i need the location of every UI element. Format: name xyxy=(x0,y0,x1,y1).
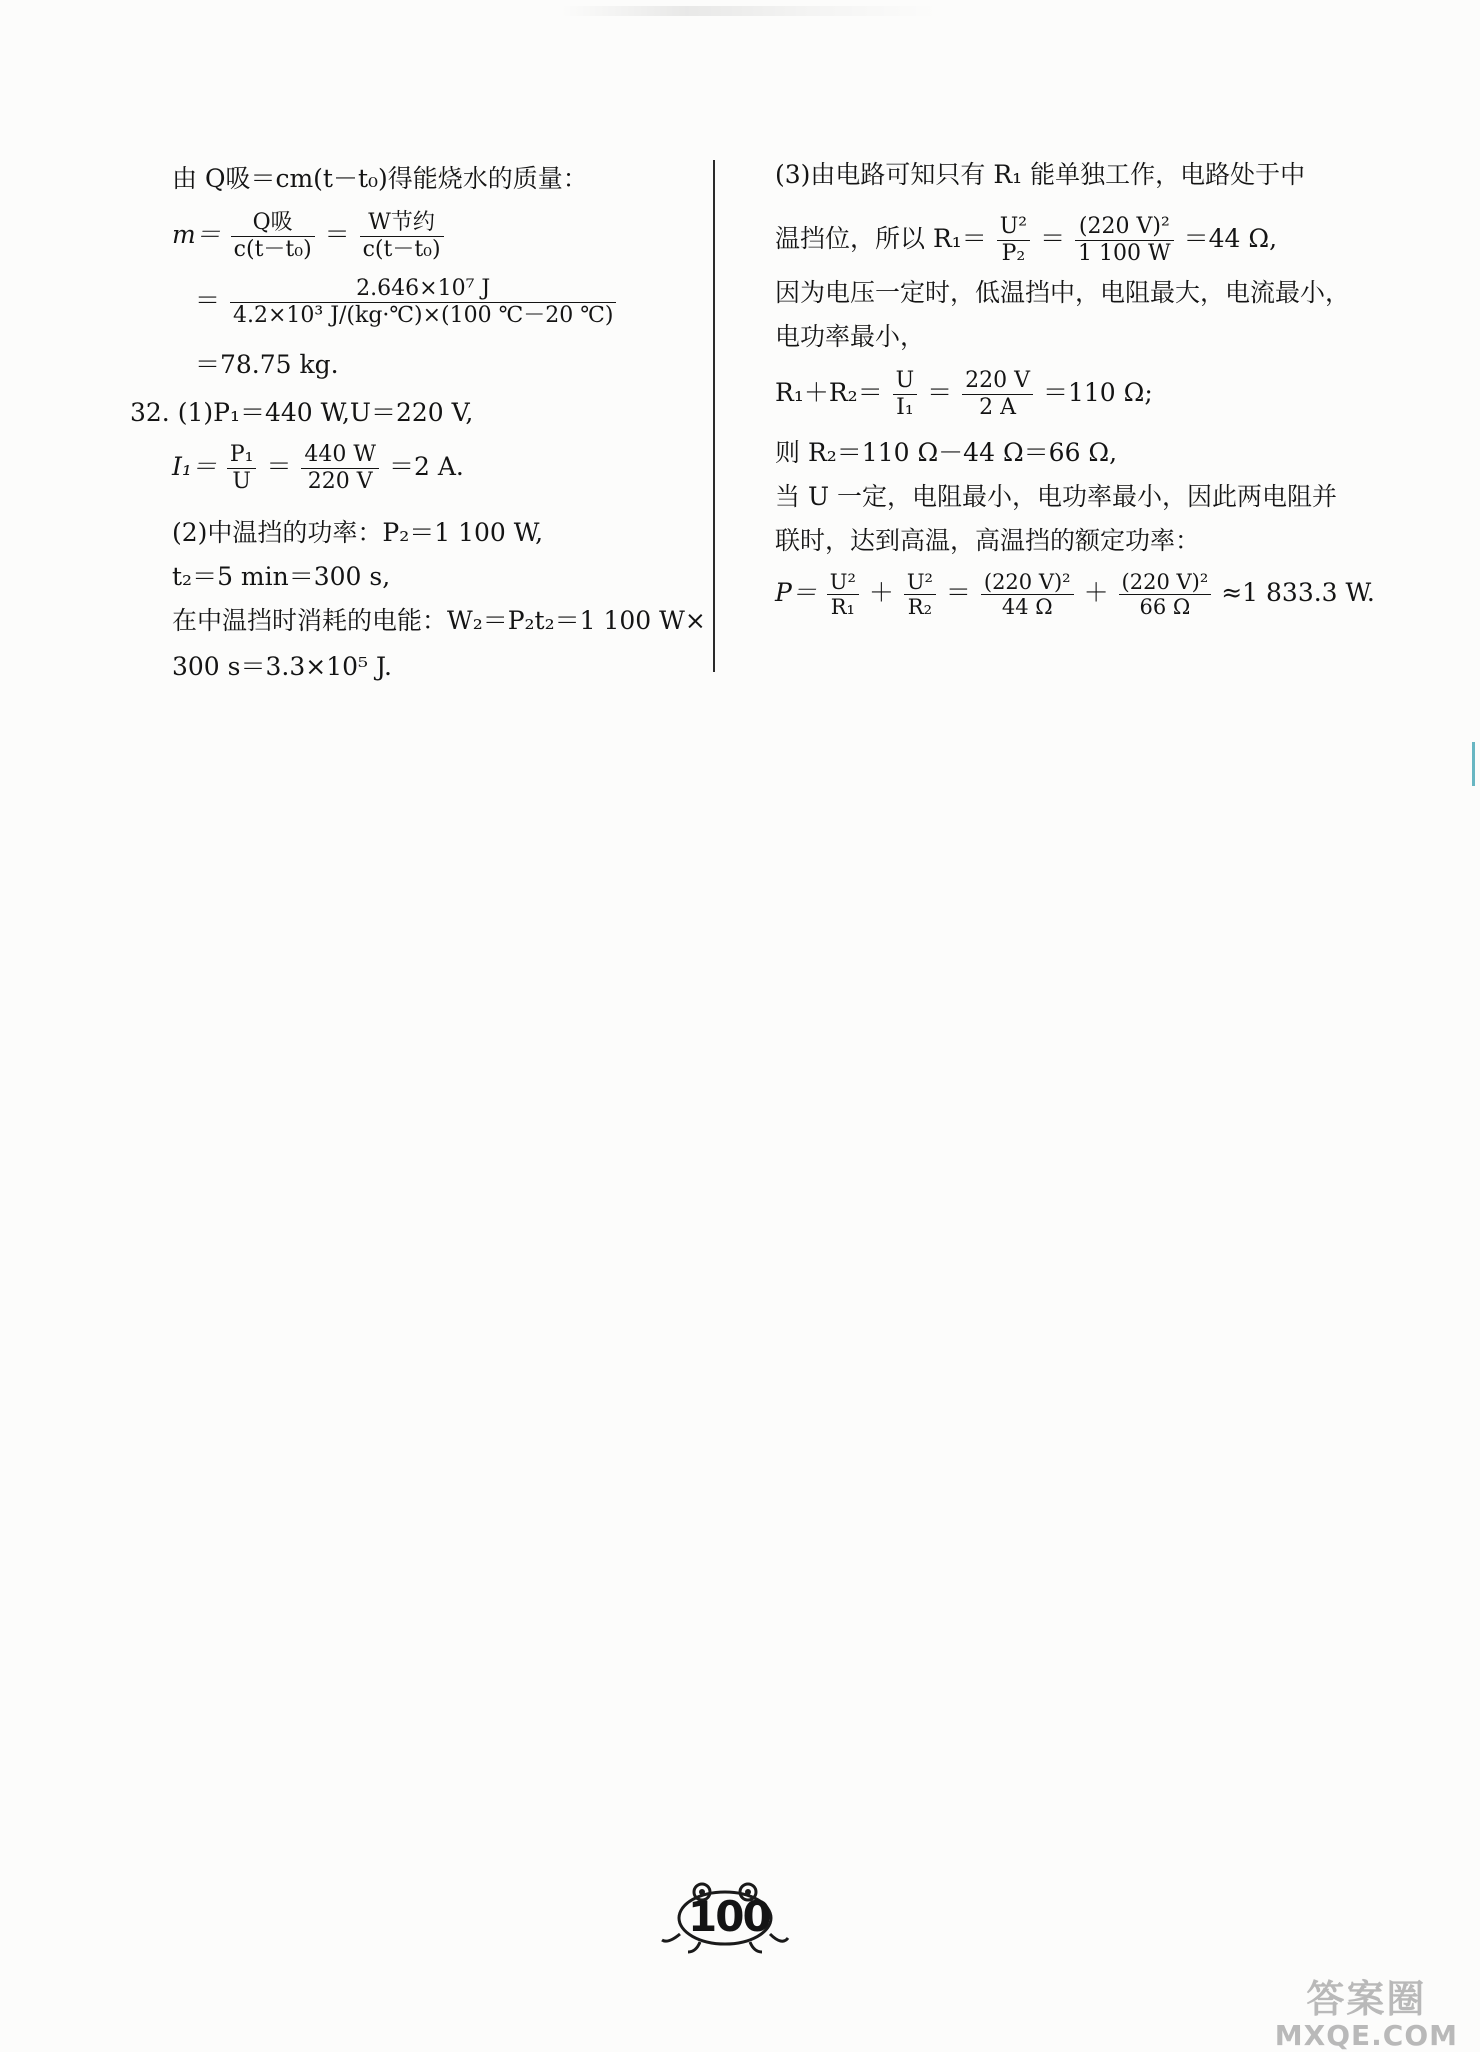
fraction xyxy=(227,442,257,495)
formula-text: R₁＋R₂＝ xyxy=(775,378,883,407)
scan-edge-mark xyxy=(1472,742,1475,786)
mass-formula-fraction xyxy=(172,210,446,263)
formula-text: ＝44 Ω, xyxy=(1183,224,1278,253)
equals-sign: ＝ xyxy=(1040,224,1066,253)
equals-sign: ＝ xyxy=(266,452,292,481)
plus-sign: ＋ xyxy=(1083,578,1109,607)
fraction-denominator: 220 V xyxy=(307,469,373,494)
fraction xyxy=(893,368,918,421)
fraction-denominator: I₁ xyxy=(896,395,914,420)
fraction-numerator: P₁ xyxy=(227,442,257,469)
fraction-numerator: (220 V)² xyxy=(1075,214,1174,241)
formula-text: 温挡位，所以 R₁＝ xyxy=(775,224,987,253)
fraction-denominator: 2 A xyxy=(979,395,1016,420)
energy-consumed: 在中温挡时消耗的电能：W₂＝P₂t₂＝1 100 W× xyxy=(172,606,706,635)
column-divider xyxy=(713,160,715,672)
low-gear-explanation-cont: 电功率最小， xyxy=(775,322,926,351)
fraction-denominator: 44 Ω xyxy=(1001,595,1053,619)
fraction-numerator: U² xyxy=(827,570,859,595)
fraction xyxy=(827,570,859,619)
fraction-denominator: U xyxy=(232,469,251,494)
fraction-numerator: 440 W xyxy=(301,442,379,469)
fraction xyxy=(962,368,1033,421)
formula-text: m＝ xyxy=(172,220,221,249)
equals-sign: ＝ xyxy=(195,286,221,315)
fraction-denominator: R₂ xyxy=(907,595,932,619)
mass-formula-substitution xyxy=(195,276,618,329)
equals-sign: ＝ xyxy=(324,220,350,249)
fraction-numerator: U xyxy=(893,368,918,395)
fraction-numerator: 2.646×10⁷ J xyxy=(230,276,616,303)
high-gear-explanation-cont: 联时，达到高温，高温挡的额定功率： xyxy=(775,526,1201,555)
question-32-part-3: (3)由电路可知只有 R₁ 能单独工作，电路处于中 xyxy=(775,160,1306,189)
fraction-denominator: R₁ xyxy=(830,595,855,619)
time-conversion: t₂＝5 min＝300 s, xyxy=(172,562,391,591)
page-number: 100 xyxy=(688,1892,770,1941)
formula-text: ≈1 833.3 W. xyxy=(1221,578,1375,607)
fraction xyxy=(1075,214,1174,267)
high-gear-explanation: 当 U 一定，电阻最小，电功率最小，因此两电阻并 xyxy=(775,482,1337,511)
fraction-numerator: (220 V)² xyxy=(1119,570,1212,595)
r2-result: 则 R₂＝110 Ω－44 Ω＝66 Ω, xyxy=(775,438,1118,467)
site-watermark xyxy=(1275,1968,1458,2052)
scan-smudge xyxy=(560,6,940,16)
fraction-numerator: U² xyxy=(904,570,936,595)
formula-text: I₁＝ xyxy=(172,452,217,481)
fraction-numerator: (220 V)² xyxy=(981,570,1074,595)
fraction xyxy=(360,210,444,263)
fraction xyxy=(230,276,616,329)
formula-text: ＝2 A. xyxy=(388,452,464,481)
fraction-denominator: c(t－t₀) xyxy=(233,237,312,262)
equals-sign: ＝ xyxy=(927,378,953,407)
mass-formula-intro: 由 Q吸＝cm(t－t₀)得能烧水的质量： xyxy=(172,164,588,193)
current-formula xyxy=(172,442,464,495)
fraction-denominator: 66 Ω xyxy=(1139,595,1191,619)
low-gear-explanation: 因为电压一定时，低温挡中，电阻最大，电流最小， xyxy=(775,278,1351,307)
fraction-numerator: U² xyxy=(997,214,1030,241)
fraction-denominator: 1 100 W xyxy=(1078,241,1171,266)
fraction-numerator: W节约 xyxy=(360,210,444,237)
fraction xyxy=(981,570,1074,619)
plus-sign: ＋ xyxy=(868,578,894,607)
question-32-part-2: (2)中温挡的功率：P₂＝1 100 W, xyxy=(172,518,544,547)
fraction-denominator: P₂ xyxy=(1001,241,1026,266)
fraction xyxy=(231,210,315,263)
page-number-badge xyxy=(660,1882,790,1954)
fraction xyxy=(301,442,379,495)
equals-sign: ＝ xyxy=(945,578,971,607)
r1-formula xyxy=(775,214,1277,267)
series-resistance-formula xyxy=(775,368,1153,421)
fraction-denominator: c(t－t₀) xyxy=(362,237,441,262)
fraction xyxy=(904,570,936,619)
formula-text: ＝110 Ω; xyxy=(1042,378,1153,407)
energy-result: 300 s＝3.3×10⁵ J. xyxy=(172,652,393,681)
high-gear-power-formula xyxy=(775,570,1375,619)
fraction-numerator: Q吸 xyxy=(231,210,315,237)
question-32-part-1: 32. (1)P₁＝440 W,U＝220 V, xyxy=(130,398,474,427)
watermark-url: MXQE.COM xyxy=(1274,2019,1458,2052)
fraction xyxy=(1119,570,1212,619)
fraction-numerator: 220 V xyxy=(962,368,1033,395)
mass-result: ＝78.75 kg. xyxy=(195,350,339,379)
fraction xyxy=(997,214,1030,267)
watermark-title: 答案圈 xyxy=(1306,1977,1427,2021)
fraction-denominator: 4.2×10³ J/(kg·℃)×(100 ℃－20 ℃) xyxy=(232,303,614,328)
formula-text: P＝ xyxy=(775,578,817,607)
